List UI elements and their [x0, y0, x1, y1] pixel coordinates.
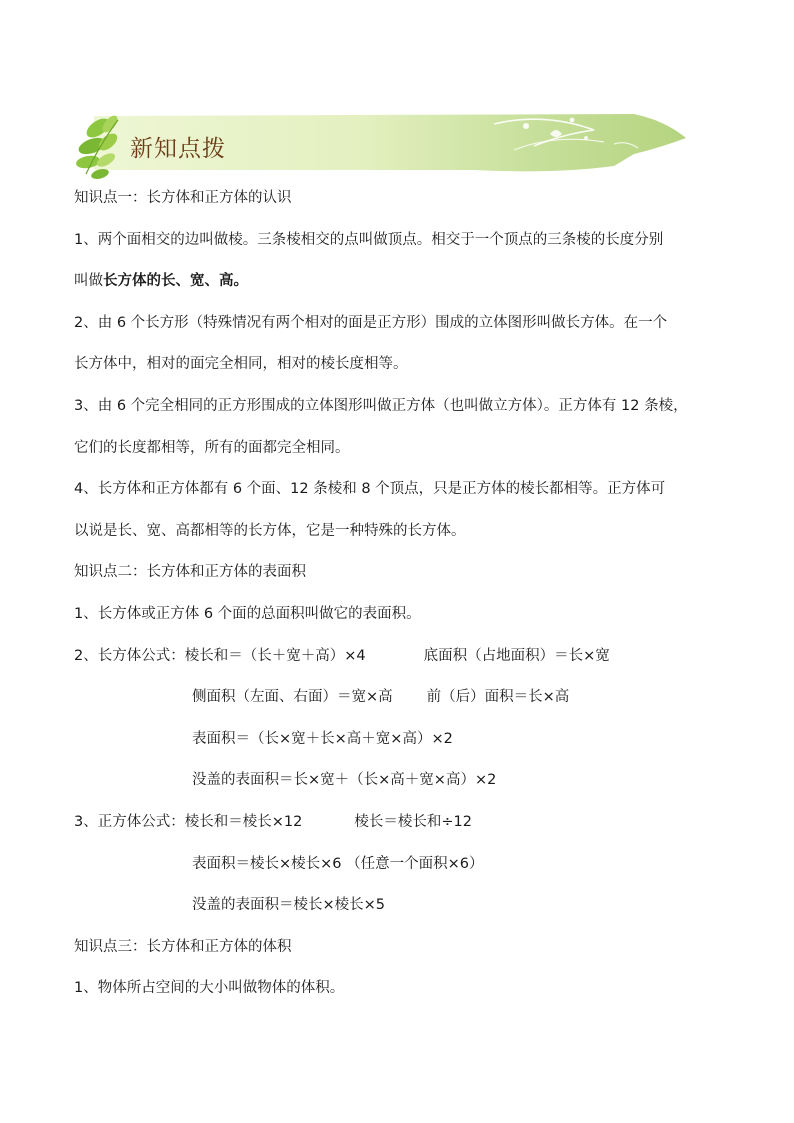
section2-heading: 知识点二：长方体和正方体的表面积	[74, 564, 306, 581]
cube-formula-label: 3、正方体公式：	[74, 813, 185, 830]
formula-side-area: 侧面积（左面、右面）＝宽×高	[192, 689, 393, 706]
formula-front-area: 前（后）面积＝长×高	[426, 689, 570, 706]
s1-p3-line1: 3、由 6 个完全相同的正方形围成的立体图形叫做正方体（也叫做立方体）。正方体有 12 条棱，	[74, 397, 688, 414]
section-banner	[74, 104, 686, 186]
s1-p1-bold-term: 长方体的长、宽、高。	[103, 273, 248, 290]
s1-p3-line2: 它们的长度都相等，所有的面都完全相同。	[74, 439, 350, 456]
cube-edge-length: 棱长＝棱长和÷12	[354, 813, 472, 830]
s1-p4-line2: 以说是长、宽、高都相等的长方体，它是一种特殊的长方体。	[74, 522, 466, 539]
s1-p2-line1: 2、由 6 个长方形（特殊情况有两个相对的面是正方形）围成的立体图形叫做长方体。在一个	[74, 314, 668, 331]
cube-edge-sum: 棱长和＝棱长×12	[184, 813, 303, 830]
cube-surface-area: 表面积＝棱长×棱长×6 （任意一个面积×6）	[192, 855, 484, 872]
formula-edge-sum: 棱长和＝（长＋宽＋高）×4	[184, 647, 366, 664]
section1-heading: 知识点一：长方体和正方体的认识	[74, 190, 292, 206]
formula-no-lid-surface: 没盖的表面积＝长×宽＋（长×高＋宽×高）×2	[192, 772, 497, 789]
cuboid-formula-label: 2、长方体公式：	[74, 647, 185, 664]
s1-p2-line2: 长方体中，相对的面完全相同，相对的棱长度相等。	[74, 356, 408, 373]
banner-title: 新知点拨	[130, 136, 226, 162]
s1-p1-line2	[74, 271, 734, 291]
s2-p3-row1	[74, 812, 734, 832]
formula-base-area: 底面积（占地面积）＝长×宽	[423, 647, 610, 664]
formula-surface-area: 表面积＝（长×宽＋长×高＋宽×高）×2	[192, 730, 453, 747]
s1-p1-line1: 1、两个面相交的边叫做棱。三条棱相交的点叫做顶点。相交于一个顶点的三条棱的长度分别	[74, 231, 664, 248]
s2-p2-row1	[74, 646, 734, 666]
s3-p1: 1、物体所占空间的大小叫做物体的体积。	[74, 980, 345, 997]
cube-no-lid-surface: 没盖的表面积＝棱长×棱长×5	[192, 897, 386, 914]
s2-p1: 1、长方体或正方体 6 个面的总面积叫做它的表面积。	[74, 605, 421, 622]
s1-p4-line1: 4、长方体和正方体都有 6 个面、12 条棱和 8 个顶点，只是正方体的棱长都相等。正方体可	[74, 481, 666, 498]
s1-p1-line2-prefix: 叫做	[74, 273, 103, 290]
s2-p2-row2	[74, 687, 734, 707]
document-body	[74, 188, 734, 1020]
section3-heading: 知识点三：长方体和正方体的体积	[74, 938, 292, 955]
